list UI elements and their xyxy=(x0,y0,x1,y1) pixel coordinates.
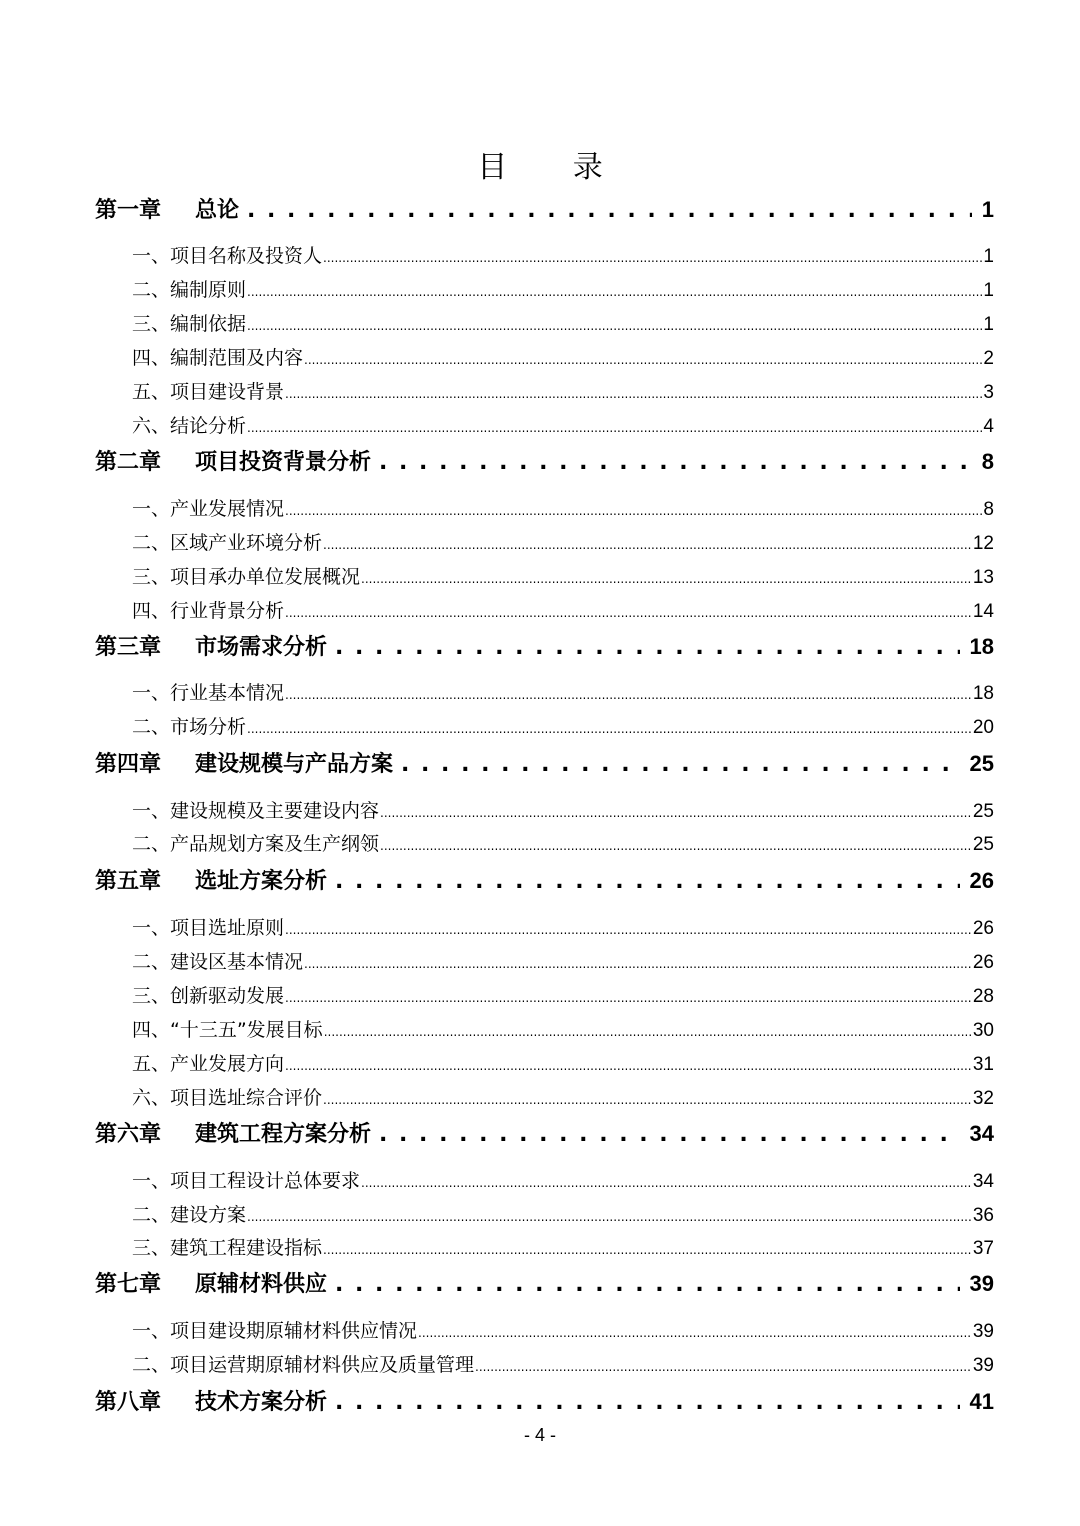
section-page-number: 14 xyxy=(972,601,994,622)
section-page-number: 1 xyxy=(983,314,994,335)
section-page-number: 8 xyxy=(983,499,994,520)
toc-section[interactable] xyxy=(132,914,994,942)
section-page-number: 18 xyxy=(972,683,994,704)
toc-section[interactable] xyxy=(132,563,994,591)
section-title: 三、建筑工程建设指标 xyxy=(132,1237,323,1259)
section-title: 一、产业发展情况 xyxy=(132,498,285,520)
section-title: 一、项目名称及投资人 xyxy=(132,245,323,267)
chapter-number: 第四章 xyxy=(95,752,162,777)
toc-chapter-4[interactable] xyxy=(95,749,994,779)
toc-section[interactable] xyxy=(132,982,994,1010)
page-number-footer: - 4 - xyxy=(523,1425,556,1445)
dot-leader xyxy=(323,531,972,557)
section-title: 一、行业基本情况 xyxy=(132,682,285,704)
dot-leader xyxy=(285,916,972,942)
chapter-number: 第八章 xyxy=(95,1390,162,1415)
dot-leader xyxy=(304,950,972,976)
chapter-page-number: 41 xyxy=(969,1389,994,1414)
chapter-number: 第五章 xyxy=(95,869,162,894)
section-title: 三、项目承办单位发展概况 xyxy=(132,566,361,588)
toc-chapter-7[interactable] xyxy=(95,1269,994,1299)
toc-section[interactable] xyxy=(132,1317,994,1345)
chapter-page-number: 1 xyxy=(981,197,994,222)
toc-section[interactable] xyxy=(132,495,994,523)
toc-section[interactable] xyxy=(132,1084,994,1112)
dot-leader xyxy=(247,312,982,338)
section-page-number: 31 xyxy=(972,1054,994,1075)
section-title: 四、编制范围及内容 xyxy=(132,347,304,369)
page-title: 目 录 xyxy=(477,150,631,185)
toc-section[interactable] xyxy=(132,679,994,707)
section-page-number: 37 xyxy=(972,1238,994,1259)
dot-leader xyxy=(304,346,982,372)
section-page-number: 30 xyxy=(972,1020,994,1041)
toc-section[interactable] xyxy=(132,830,994,858)
toc-chapter-5[interactable] xyxy=(95,866,994,896)
dot-leader xyxy=(335,1270,960,1299)
section-title: 五、项目建设背景 xyxy=(132,381,285,403)
dot-leader xyxy=(247,196,972,225)
dot-leader xyxy=(323,244,982,270)
dot-leader xyxy=(323,1086,972,1112)
section-title: 六、结论分析 xyxy=(132,415,247,437)
section-page-number: 39 xyxy=(972,1355,994,1376)
chapter-title: 总论 xyxy=(195,198,240,223)
dot-leader xyxy=(285,497,982,523)
dot-leader xyxy=(285,984,972,1010)
dot-leader xyxy=(335,1388,960,1417)
section-title: 二、区域产业环境分析 xyxy=(132,532,323,554)
chapter-number: 第三章 xyxy=(95,635,162,660)
chapter-page-number: 25 xyxy=(969,751,994,776)
section-page-number: 26 xyxy=(972,918,994,939)
section-page-number: 13 xyxy=(972,567,994,588)
chapter-title: 技术方案分析 xyxy=(195,1390,328,1415)
toc-section[interactable] xyxy=(132,1201,994,1229)
section-title: 三、创新驱动发展 xyxy=(132,985,285,1007)
toc-section[interactable] xyxy=(132,597,994,625)
dot-leader xyxy=(285,380,982,406)
toc-section[interactable] xyxy=(132,1050,994,1078)
section-title: 三、编制依据 xyxy=(132,313,247,335)
section-title: 一、建设规模及主要建设内容 xyxy=(132,800,380,822)
dot-leader xyxy=(285,1052,972,1078)
dot-leader xyxy=(361,1169,972,1195)
chapter-title: 项目投资背景分析 xyxy=(195,450,372,475)
toc-section[interactable] xyxy=(132,1351,994,1379)
dot-leader xyxy=(475,1353,972,1379)
dot-leader xyxy=(418,1319,972,1345)
section-title: 二、编制原则 xyxy=(132,279,247,301)
chapter-number: 第二章 xyxy=(95,450,162,475)
section-title: 四、“十三五”发展目标 xyxy=(132,1019,323,1041)
section-title: 四、行业背景分析 xyxy=(132,600,285,622)
toc-chapter-1[interactable] xyxy=(95,195,994,225)
chapter-title: 原辅材料供应 xyxy=(195,1272,328,1297)
toc-section[interactable] xyxy=(132,797,994,825)
toc-chapter-3[interactable] xyxy=(95,632,994,662)
chapter-page-number: 39 xyxy=(969,1271,994,1296)
toc-section[interactable] xyxy=(132,412,994,440)
toc-section[interactable] xyxy=(132,713,994,741)
section-page-number: 1 xyxy=(983,246,994,267)
section-page-number: 26 xyxy=(972,952,994,973)
toc-section[interactable] xyxy=(132,344,994,372)
toc-section[interactable] xyxy=(132,310,994,338)
toc-chapter-2[interactable] xyxy=(95,447,994,477)
dot-leader xyxy=(401,750,960,779)
dot-leader xyxy=(380,832,972,858)
toc-section[interactable] xyxy=(132,1234,994,1262)
dot-leader xyxy=(379,448,972,477)
chapter-page-number: 26 xyxy=(969,868,994,893)
section-page-number: 36 xyxy=(972,1205,994,1226)
chapter-number: 第七章 xyxy=(95,1272,162,1297)
section-title: 一、项目工程设计总体要求 xyxy=(132,1170,361,1192)
section-title: 二、产品规划方案及生产纲领 xyxy=(132,833,380,855)
toc-section[interactable] xyxy=(132,378,994,406)
section-title: 五、产业发展方向 xyxy=(132,1053,285,1075)
section-page-number: 12 xyxy=(972,533,994,554)
dot-leader xyxy=(324,1018,972,1044)
section-page-number: 20 xyxy=(972,717,994,738)
section-title: 一、项目选址原则 xyxy=(132,917,285,939)
section-page-number: 2 xyxy=(983,348,994,369)
chapter-page-number: 8 xyxy=(981,449,994,474)
section-page-number: 25 xyxy=(972,801,994,822)
chapter-title: 选址方案分析 xyxy=(195,869,328,894)
chapter-title: 建设规模与产品方案 xyxy=(195,752,394,777)
section-title: 一、项目建设期原辅材料供应情况 xyxy=(132,1320,418,1342)
section-title: 二、建设方案 xyxy=(132,1204,247,1226)
section-title: 二、项目运营期原辅材料供应及质量管理 xyxy=(132,1354,475,1376)
section-page-number: 28 xyxy=(972,986,994,1007)
toc-section[interactable] xyxy=(132,1167,994,1195)
section-page-number: 34 xyxy=(972,1171,994,1192)
dot-leader xyxy=(361,565,972,591)
toc-section[interactable] xyxy=(132,242,994,270)
section-page-number: 25 xyxy=(972,834,994,855)
chapter-number: 第六章 xyxy=(95,1122,162,1147)
chapter-page-number: 18 xyxy=(969,634,994,659)
chapter-number: 第一章 xyxy=(95,198,162,223)
section-page-number: 4 xyxy=(983,416,994,437)
toc-section[interactable] xyxy=(132,948,994,976)
toc-section[interactable] xyxy=(132,1016,994,1044)
dot-leader xyxy=(247,715,972,741)
toc-section[interactable] xyxy=(132,276,994,304)
dot-leader xyxy=(323,1236,972,1262)
section-page-number: 32 xyxy=(972,1088,994,1109)
section-page-number: 1 xyxy=(983,280,994,301)
section-page-number: 3 xyxy=(983,382,994,403)
dot-leader xyxy=(379,1120,960,1149)
toc-chapter-6[interactable] xyxy=(95,1119,994,1149)
dot-leader xyxy=(247,1203,972,1229)
chapter-title: 建筑工程方案分析 xyxy=(195,1122,372,1147)
dot-leader xyxy=(335,867,960,896)
section-title: 二、市场分析 xyxy=(132,716,247,738)
section-title: 二、建设区基本情况 xyxy=(132,951,304,973)
dot-leader xyxy=(247,278,982,304)
dot-leader xyxy=(247,414,982,440)
dot-leader xyxy=(335,633,960,662)
section-page-number: 39 xyxy=(972,1321,994,1342)
toc-chapter-8[interactable] xyxy=(95,1387,994,1417)
dot-leader xyxy=(285,599,972,625)
chapter-title: 市场需求分析 xyxy=(195,635,328,660)
dot-leader xyxy=(285,681,972,707)
chapter-page-number: 34 xyxy=(969,1121,994,1146)
toc-section[interactable] xyxy=(132,529,994,557)
dot-leader xyxy=(380,799,972,825)
section-title: 六、项目选址综合评价 xyxy=(132,1087,323,1109)
